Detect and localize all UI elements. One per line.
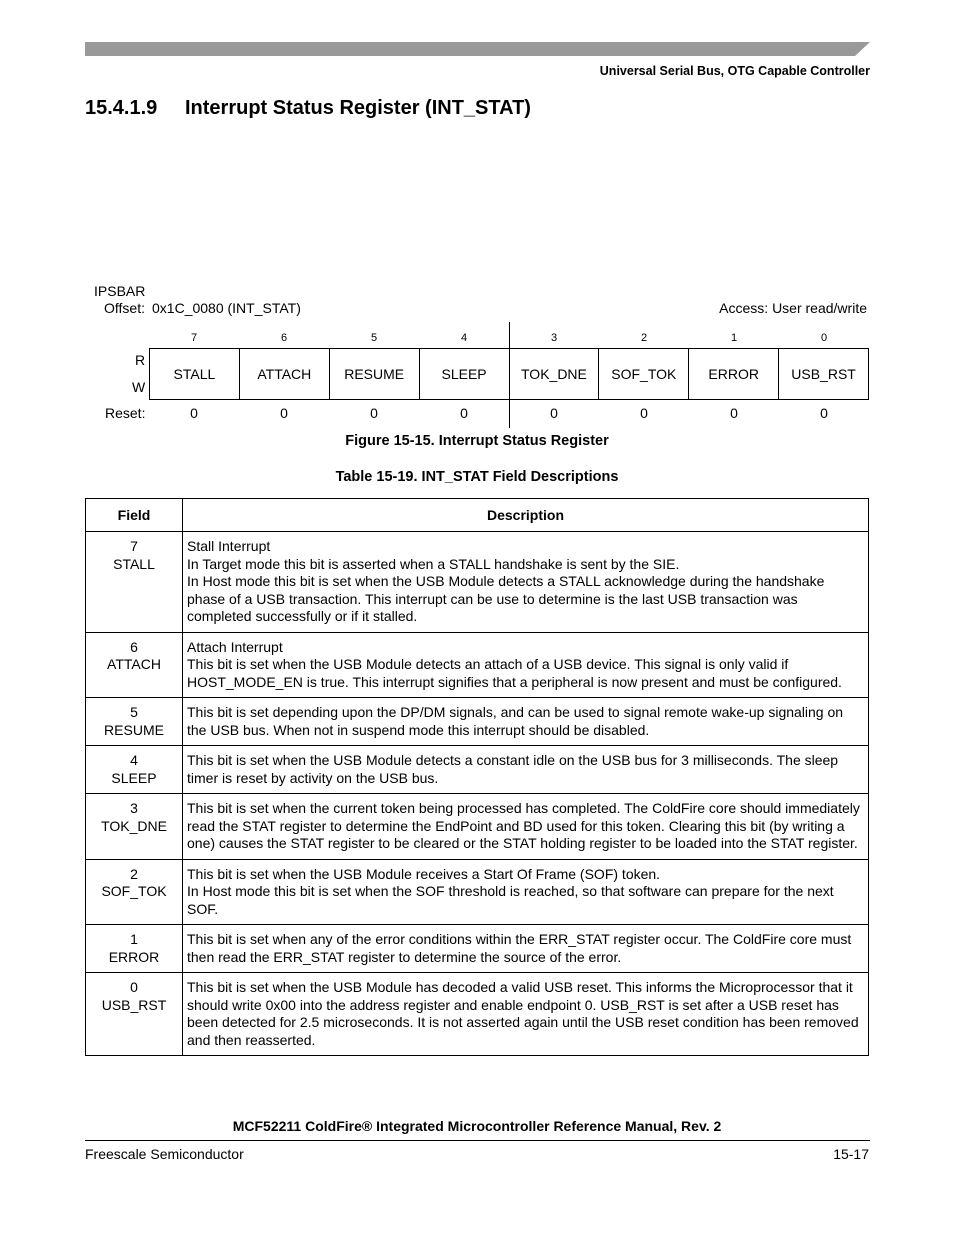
description-cell xyxy=(183,859,869,925)
field-descriptions-table xyxy=(85,498,869,1056)
table-row xyxy=(86,973,869,1056)
description-line: This bit is set when the USB Module detects a constant idle on the USB bus for 3 milliseconds. The sleep timer is reset by activity on the USB bus. xyxy=(187,752,839,786)
table-row xyxy=(86,698,869,746)
footer-manual-title: MCF52211 ColdFire® Integrated Microcontroller Reference Manual, Rev. 2 xyxy=(232,1118,722,1134)
description-line: In Host mode this bit is set when the SOF threshold is reached, so that software can prepare for the next SOF. xyxy=(187,883,834,917)
register-field-usb-rst: USB_RST xyxy=(778,349,868,399)
read-row-label: R xyxy=(135,352,146,368)
field-bit: 3 xyxy=(130,800,138,816)
register-base-label: IPSBAR xyxy=(94,283,146,299)
register-field-stall: STALL xyxy=(173,366,216,382)
table-row xyxy=(86,794,869,860)
table-caption: Table 15-19. INT_STAT Field Descriptions xyxy=(335,469,619,485)
table-row xyxy=(86,632,869,698)
field-bit: 4 xyxy=(130,752,138,768)
description-line: This bit is set when any of the error conditions within the ERR_STAT register occur. The ColdFire core must then read the ERR_STAT register to determine the source of the error. xyxy=(187,931,852,965)
description-line: This bit is set depending upon the DP/DM signals, and can be used to signal remote wake-up signaling on the USB bus. When not in suspend mode this interrupt should be disabled. xyxy=(187,704,844,738)
register-offset-label: Offset: xyxy=(104,300,145,316)
register-field-sof-tok: SOF_TOK xyxy=(598,349,688,399)
description-cell xyxy=(183,746,869,794)
table-header-row xyxy=(86,499,869,532)
register-field-error: ERROR xyxy=(688,349,778,399)
reset-value: 0 xyxy=(280,405,288,421)
chapter-title: Universal Serial Bus, OTG Capable Controller xyxy=(599,64,870,78)
footer-rule xyxy=(85,1140,870,1141)
description-line: In Target mode this bit is asserted when a STALL handshake is sent by the SIE. xyxy=(187,555,680,572)
field-name: USB_RST xyxy=(101,996,167,1013)
field-name: RESUME xyxy=(104,721,164,738)
register-field-sleep: SLEEP xyxy=(419,349,509,399)
footer-company: Freescale Semiconductor xyxy=(85,1146,244,1162)
description-line: This bit is set when the USB Module detects an attach of a USB device. This signal is only valid if HOST_MODE_EN is true. This interrupt signifies that a peripheral is now present and must be configured. xyxy=(187,656,842,690)
field-bit: 0 xyxy=(130,979,138,995)
bit-number: 1 xyxy=(730,332,738,344)
register-field-resume: RESUME xyxy=(329,349,419,399)
reset-value: 0 xyxy=(550,405,558,421)
reset-value: 0 xyxy=(820,405,828,421)
description-line: This bit is set when the USB Module has decoded a valid USB reset. This informs the Microprocessor that it should write 0x00 into the address register and enable endpoint 0. USB_RST is set after a USB reset has been detected for 2.5 microseconds. It is not asserted again until the USB reset condition has been removed and then reasserted. xyxy=(187,979,859,1048)
field-name: STALL xyxy=(113,555,155,572)
field-name: ERROR xyxy=(108,948,160,965)
field-name: SLEEP xyxy=(111,769,157,786)
description-line: This bit is set when the current token being processed has completed. The ColdFire core should immediately read the STAT register to determine the EndPoint and BD used for this token. Clearing this bit (by writing a one) causes the STAT register to be cleared or the STAT holding register to be loaded into the STAT register. xyxy=(187,800,860,851)
reset-value: 0 xyxy=(460,405,468,421)
table-row xyxy=(86,532,869,633)
field-bit: 6 xyxy=(130,638,138,655)
write-row-label: W xyxy=(132,379,146,395)
field-cell xyxy=(86,973,183,1056)
description-line: Attach Interrupt xyxy=(187,638,283,655)
description-cell xyxy=(183,794,869,860)
bit-number: 6 xyxy=(280,332,288,344)
figure-caption: Figure 15-15. Interrupt Status Register xyxy=(345,433,609,449)
register-field-tok-dne: TOK_DNE xyxy=(509,349,599,399)
description-line: Stall Interrupt xyxy=(187,538,271,554)
reset-value: 0 xyxy=(370,405,378,421)
field-bit: 5 xyxy=(130,704,138,720)
field-cell xyxy=(86,746,183,794)
field-column-header: Field xyxy=(86,499,183,532)
bit-number: 5 xyxy=(370,332,378,344)
description-cell xyxy=(183,973,869,1056)
section-heading xyxy=(85,97,531,120)
description-column-header: Description xyxy=(183,499,869,532)
bit-number: 0 xyxy=(820,332,828,344)
table-row xyxy=(86,859,869,925)
field-cell xyxy=(86,532,183,633)
footer-page-number: 15-17 xyxy=(833,1146,869,1162)
field-cell xyxy=(86,859,183,925)
description-cell xyxy=(183,632,869,698)
field-name: SOF_TOK xyxy=(101,883,167,899)
reset-value: 0 xyxy=(190,405,198,421)
field-cell xyxy=(86,632,183,698)
field-bit: 2 xyxy=(130,865,138,882)
field-bit: 7 xyxy=(130,538,138,554)
reset-value: 0 xyxy=(730,405,738,421)
field-cell xyxy=(86,794,183,860)
field-name: TOK_DNE xyxy=(101,817,167,834)
table-row xyxy=(86,925,869,973)
field-name: ATTACH xyxy=(107,656,161,672)
description-cell xyxy=(183,532,869,633)
register-field-attach: ATTACH xyxy=(239,349,329,399)
field-cell xyxy=(86,925,183,973)
reset-value: 0 xyxy=(640,405,648,421)
register-fields xyxy=(149,348,869,400)
field-bit: 1 xyxy=(130,931,138,947)
header-bar xyxy=(85,42,870,56)
field-cell xyxy=(86,698,183,746)
description-line: This bit is set when the USB Module receives a Start Of Frame (SOF) token. xyxy=(187,865,661,882)
register-access: Access: User read/write xyxy=(719,300,867,316)
section-title: Interrupt Status Register (INT_STAT) xyxy=(185,97,531,119)
section-number: 15.4.1.9 xyxy=(85,97,158,119)
bit-number: 4 xyxy=(460,332,468,344)
table-row xyxy=(86,746,869,794)
reset-label: Reset: xyxy=(105,405,146,421)
description-line: In Host mode this bit is set when the USB Module detects a STALL acknowledge during the handshake phase of a USB transaction. This interrupt can be use to determine is the last USB transaction was completed successfully or if it stalled. xyxy=(187,573,825,624)
bit-number: 3 xyxy=(550,332,558,344)
bit-number: 7 xyxy=(190,332,198,344)
description-cell xyxy=(183,925,869,973)
bit-number: 2 xyxy=(640,332,648,344)
register-offset-value: 0x1C_0080 (INT_STAT) xyxy=(152,300,301,316)
description-cell xyxy=(183,698,869,746)
